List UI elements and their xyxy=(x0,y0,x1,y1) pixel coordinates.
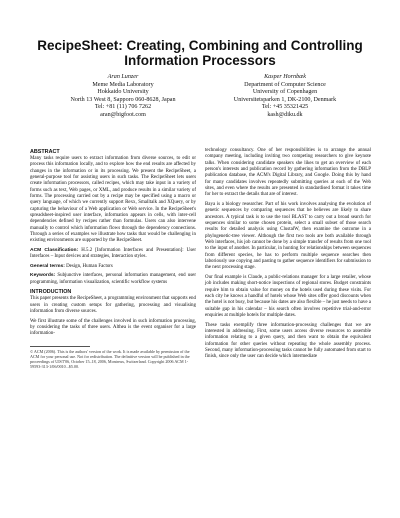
introduction-paragraph: This paper presents the RecipeSheet, a programming environment that supports end users in creating custom setups for gathering, processing and visualising information from diverse sources. xyxy=(30,296,196,314)
body-paragraph: technology consultancy. One of her responsibilities is to arrange the annual company meeting, including inviting two competing researchers to give keynote talks. When considering candidate speakers she likes to get an overview of each person's interests and publication record by gathering information from the DBLP publication database, the ACM's Digital Library, and Google. Doing this by hand for many candidates involves repeatedly submitting queries at each of the Web sites, and even where the results are presented in standardised format it takes time for her to extract the details that are of interest. xyxy=(205,148,371,198)
introduction-heading: INTRODUCTION xyxy=(30,289,72,296)
right-column xyxy=(205,148,371,364)
author-email: aran@bigfoot.com xyxy=(100,111,146,118)
author-block-1 xyxy=(48,74,198,119)
terms-label: General terms: xyxy=(30,263,65,269)
body-paragraph: Our final example is Claude, a public-relations manager for a large retailer, whose job includes making short-notice inspections of regional stores. Budget constraints require him to obtain value for money on the hotels used during these visits. For each city he knows a handful of hotels whose Web sites offer good discounts when the hotel is not busy, but because his dates are also flexible – he just needs to have a suitable gap in his calendar – his search often involves repetitive trial-and-error enquiries at multiple hotels for multiple dates. xyxy=(205,274,371,318)
author-address: Universitetsparken 1, DK-2100, Denmark xyxy=(233,96,337,103)
abstract-text: Many tasks require users to extract information from diverse sources, to edit or process this information locally, and to explore how the end results are affected by changes in the information or in its processing. We present the RecipeSheet, a general-purpose tool for assisting users in such tasks. The RecipeSheet lets users create information processors, called recipes, which may take input in a variety of forms such as text, Web pages, or XML, and produce results in a similar variety of forms. The processing carried out by a recipe may be specified using a macro or query language, of which we currently support Rexx, Smalltalk and XQuery, or by capturing the behaviour of a Web application or Web service. In the RecipeSheet's spreadsheet-inspired user interface, information appears in cells, with inter-cell dependencies defined by recipes rather than formulas. Users can also intervene manually to control which information flows through the dependency connections. Through a series of examples we illustrate how tasks that would be challenging in existing environments are supported by the RecipeSheet. xyxy=(30,156,196,244)
author-block-2 xyxy=(210,74,360,119)
introduction-paragraph: We first illustrate some of the challenges involved in such information processing, by considering the tasks of three users. Althea is the event organiser for a large information- xyxy=(30,318,196,337)
title-line-2: Information Processors xyxy=(124,53,276,68)
author-address: North 13 West 8, Sapporo 060-8628, Japan xyxy=(70,96,176,103)
copyright-notice: © ACM (2006). This is the authors' version of the work. It is made available by permission of the ACM for your personal use. Not for redistribution. The definitive version will be published in the proceedings of UIST'06, October 15–18, 2006, Montreux, Switzerland. Copyright 2006 ACM 1-59593-313-1/06/0010...$5.00. xyxy=(30,348,190,370)
author-email: kash@diku.dk xyxy=(267,111,303,118)
left-column xyxy=(30,148,196,369)
title-line-1: RecipeSheet: Creating, Combining and Controlling xyxy=(37,38,363,53)
author-university: University of Copenhagen xyxy=(252,89,318,95)
keywords xyxy=(30,273,196,286)
author-org: Department of Computer Science xyxy=(244,81,326,88)
acm-classification xyxy=(30,248,196,261)
acm-label: ACM Classification: xyxy=(30,248,79,253)
general-terms xyxy=(30,264,196,270)
author-name: Kasper Hornbæk xyxy=(264,74,306,80)
terms-text: Design, Human Factors xyxy=(66,263,113,269)
acm-text: H.5.2 [Information Interfaces and Presentation]: User Interfaces – Input devices and strategies, Interaction styles. xyxy=(30,248,196,260)
footnote-divider xyxy=(30,346,90,347)
body-paragraph: These tasks exemplify three information-processing challenges that we are interested in addressing. First, some users access diverse resources to assemble information relating to a given query, and then want to obtain the equivalent information for other queries without repeating the whole assembly process. Second, many information-processing tasks cannot be fully automated from start to finish, since only the user can decide which intermediate xyxy=(205,322,371,360)
author-name: Aran Lunzer xyxy=(107,74,139,80)
body-paragraph: Baya is a biology researcher. Part of his work involves analysing the evolution of genetic sequences by comparing sequences that he believes are likely to share ancestors. A typical task is to use the tool BLAST to carry out a broad search for sequences similar to some chosen protein, select a small subset of those search results for detailed analysis using ClustalW, then examine the outcome in a phylogenetic-tree viewer. Although the first two tools are both available through Web interfaces, his job cannot be done by a simple transfer of results from one tool to the input of another. In particular, in hunting for relationships between sequences from different species, he has to perform multiple sequence searches then laboriously use copying and pasting to gather sequence identifiers for submission to the next processing stage. xyxy=(205,201,371,271)
author-tel: Tel: +81 (11) 706 7262 xyxy=(94,104,152,110)
keywords-text: Subjunctive interfaces, personal information management, end user programming, information visualization, scientific workflow systems xyxy=(30,273,196,285)
keywords-label: Keywords: xyxy=(30,273,56,279)
paper-title xyxy=(30,38,370,68)
author-org: Meme Media Laboratory xyxy=(92,81,154,88)
author-tel: Tel: +45 35321425 xyxy=(261,104,309,110)
author-university: Hokkaido University xyxy=(97,89,149,95)
abstract-heading: ABSTRACT xyxy=(30,149,60,155)
